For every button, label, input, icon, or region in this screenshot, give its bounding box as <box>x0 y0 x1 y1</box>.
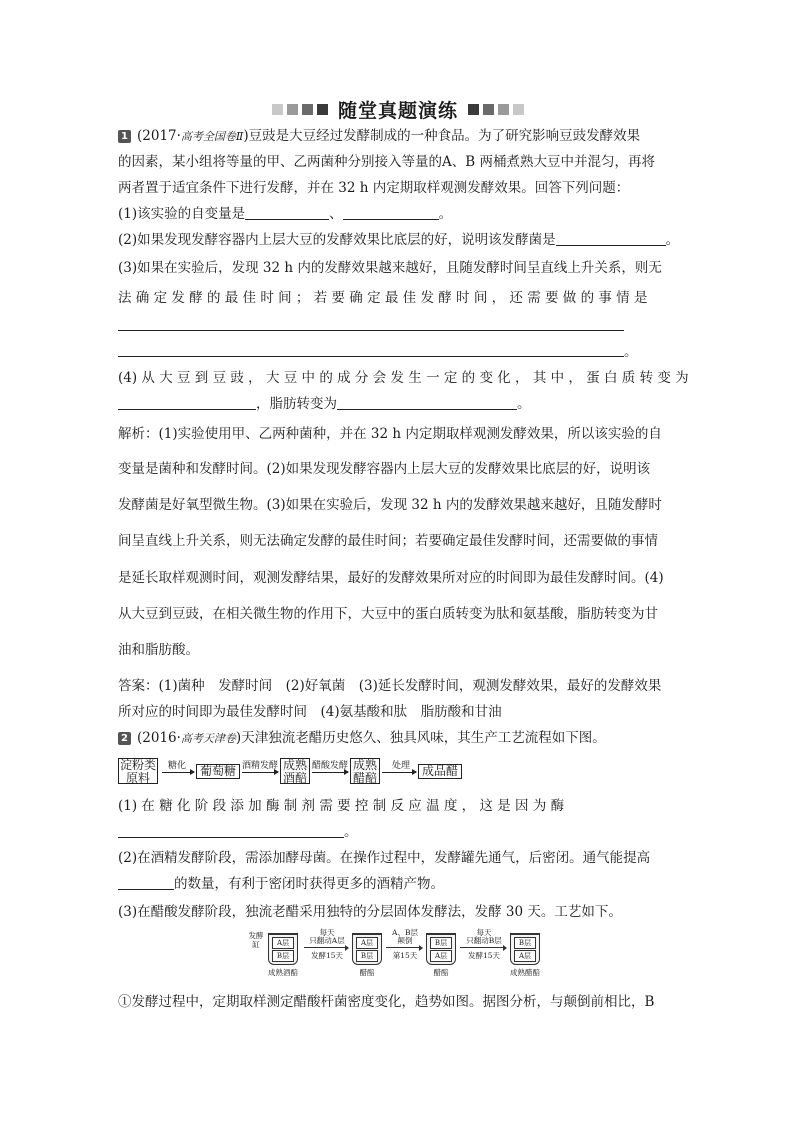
decor-square-icon <box>513 104 524 115</box>
page-title: 随堂真题演练 <box>337 99 458 122</box>
fermentation-jar-icon: A层 B层 <box>352 933 382 965</box>
decor-square-icon <box>468 104 479 115</box>
process-flowchart <box>118 758 458 788</box>
question-number-badge: 2 <box>118 732 131 745</box>
flow-arrow-label: 糖化 <box>168 761 187 771</box>
section-header <box>118 96 678 122</box>
answer-blank[interactable] <box>337 395 517 410</box>
q1-stem-line-3: 两者置于适宜条件下进行发酵，并在 32 h 内定期取样观测发酵效果。回答下列问题： <box>118 180 630 196</box>
q2-stem-line-1: 2 (2016·高考天津卷)天津独流老醋历史悠久、独具风味，其生产工艺流程如下图。 <box>118 728 684 749</box>
jar-label: 发酵缸 <box>248 931 264 949</box>
q2-sub2-line-1: (2)在酒精发酵阶段，需添加酵母菌。在操作过程中，发酵罐先通气，后密闭。通气能提高 <box>118 850 651 866</box>
answer-line-2: 所对应的时间即为最佳发酵时间 (4)氨基酸和肽 脂肪酸和甘油 <box>118 704 502 720</box>
analysis-line-5: 是延长取样观测时间，观测发酵结果，最好的发酵效果所对应的时间即为最佳发酵时间。(4) <box>118 570 664 586</box>
analysis-line-4: 间呈直线上升关系，则无法确定发酵的最佳时间；若要确定最佳发酵时间，还需要做的事情 <box>118 533 658 549</box>
step-arrow-icon <box>460 947 506 948</box>
step-label: 每天 只翻动A层 <box>309 928 345 945</box>
q1-sub3-line-1: (3)如果在实验后，发现 32 h 内的发酵效果越来越好，且随发酵时间呈直线上升关系，则无 <box>118 260 662 276</box>
flow-box-mature-wine-mash: 成熟 酒醅 <box>280 758 310 784</box>
step-label: 发酵15天 <box>310 951 344 960</box>
answer-line-1: 答案：(1)菌种 发酵时间 (2)好氧菌 (3)延长发酵时间，观测发酵效果，最好的发酵效果 <box>118 678 662 694</box>
q1-sub3-end: 。 <box>624 344 638 360</box>
decor-square-icon <box>498 104 509 115</box>
answer-blank[interactable] <box>245 205 329 220</box>
decor-square-icon <box>302 104 313 115</box>
step-label: 每天 只翻动B层 <box>466 928 502 945</box>
q1-stem-line-1: 1 (2017·高考全国卷Ⅱ)豆豉是大豆经过发酵制成的一种食品。为了研究影响豆豉发酵效果 <box>118 126 684 147</box>
answer-blank[interactable] <box>118 395 256 410</box>
fermentation-jar-icon: B层 A层 <box>510 933 540 965</box>
q1-sub3-line-2: 法 确 定 发 酵 的 最 佳 时 间 ； 若 要 确 定 最 佳 发 酵 时 间 ， 还 需 要 做 的 事 情 是 <box>118 290 648 306</box>
q2-sub2-line-2: 的数量，有利于密闭时获得更多的酒精产物。 <box>118 874 684 894</box>
answer-blank[interactable] <box>556 231 666 246</box>
step-label: A、B层 颠倒 <box>392 928 418 945</box>
jar-caption: 成熟酒醅 <box>268 968 298 977</box>
analysis-line-2: 变量是菌种和发酵时间。(2)如果发现发酵容器内上层大豆的发酵效果比底层的好，说明该 <box>118 461 651 477</box>
flow-box-raw-material: 淀粉类 原料 <box>119 758 156 785</box>
flow-arrow-icon <box>312 772 348 773</box>
answer-blank-line[interactable] <box>118 329 624 331</box>
layered-fermentation-diagram <box>248 929 548 981</box>
flow-arrow-label: 酒精发酵 <box>242 761 279 771</box>
fermentation-jar-icon: B层 A层 <box>426 933 456 965</box>
q2-sub1-line-1: (1) 在 糖 化 阶 段 添 加 酶 制 剂 需 要 控 制 反 应 温 度 ， 这 是 因 为 酶 <box>118 798 565 814</box>
q2-sub3-line-1: (3)在醋酸发酵阶段，独流老醋采用独特的分层固体发酵法，发酵 30 天。工艺如下。 <box>118 904 622 920</box>
flow-box-finished-vinegar: 成品醋 <box>418 764 462 779</box>
answer-blank-line[interactable] <box>118 355 624 357</box>
answer-blank[interactable] <box>118 823 344 838</box>
fermentation-jar-icon: A层 B层 <box>268 933 298 965</box>
decor-square-icon <box>483 104 494 115</box>
flow-arrow-icon <box>382 772 416 773</box>
jar-caption: 醋醅 <box>359 968 375 977</box>
jar-caption: 成熟醋醅 <box>510 968 540 977</box>
step-label: 发酵15天 <box>467 951 501 960</box>
answer-blank[interactable] <box>118 875 174 890</box>
q1-stem-line-2: 的因素，某小组将等量的甲、乙两菌种分别接入等量的A、B 两桶煮熟大豆中并混匀，再将 <box>118 154 655 170</box>
step-arrow-icon <box>304 947 348 948</box>
decor-square-icon <box>317 104 328 115</box>
flow-box-glucose: 葡萄糖 <box>196 764 240 779</box>
answer-blank[interactable] <box>343 205 439 220</box>
q2-sub3-part1: ①发酵过程中，定期取样测定醋酸杆菌密度变化，趋势如图。据图分析，与颠倒前相比，B <box>118 994 655 1010</box>
q1-sub1: (1)该实验的自变量是 、 。 <box>118 206 453 222</box>
analysis-line-1: 解析：(1)实验使用甲、乙两种菌种，并在 32 h 内定期取样观测发酵效果，所以该实验的自 <box>118 426 662 442</box>
flow-arrow-label: 醋酸发酵 <box>312 761 349 771</box>
decor-square-icon <box>287 104 298 115</box>
q1-sub4-line-1: (4) 从 大 豆 到 豆 豉 ， 大 豆 中 的 成 分 会 发 生 一 定 的 变 化 ， 其 中 ， 蛋 白 质 转 变 为 <box>118 370 689 386</box>
step-arrow-icon <box>386 947 422 948</box>
analysis-line-3: 发酵菌是好氧型微生物。(3)如果在实验后，发现 32 h 内的发酵效果越来越好，且随发酵时 <box>118 497 662 513</box>
analysis-line-6: 从大豆到豆豉，在相关微生物的作用下，大豆中的蛋白质转变为肽和氨基酸，脂肪转变为甘 <box>118 606 658 622</box>
q1-sub4-line-2: ，脂肪转变为 。 <box>118 394 684 414</box>
flow-arrow-icon <box>162 772 194 773</box>
analysis-line-7: 油和脂肪酸。 <box>118 642 199 658</box>
q1-sub2: (2)如果发现发酵容器内上层大豆的发酵效果比底层的好，说明该发酵菌是 。 <box>118 232 680 248</box>
flow-arrow-label: 处理 <box>392 761 411 771</box>
flow-arrow-icon <box>242 772 278 773</box>
question-number-badge: 1 <box>118 130 131 143</box>
q2-sub1-line-2: 。 <box>118 822 684 842</box>
decor-square-icon <box>272 104 283 115</box>
jar-caption: 醋醅 <box>433 968 449 977</box>
flow-box-mature-vinegar-mash: 成熟 醋醅 <box>350 758 380 784</box>
step-label: 第15天 <box>392 951 418 960</box>
